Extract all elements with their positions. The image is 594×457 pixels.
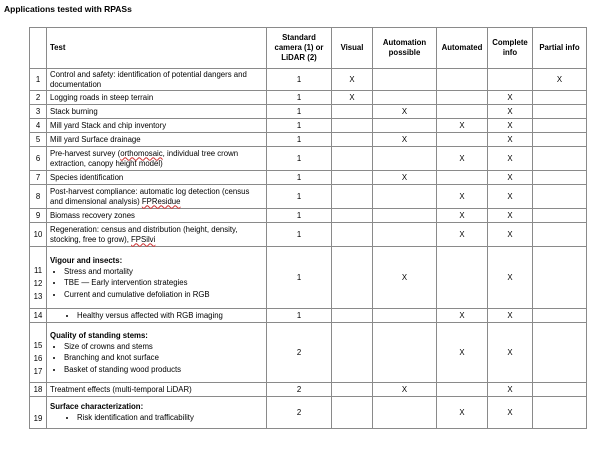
- row-number: 12: [33, 278, 43, 288]
- test-cell: [47, 133, 267, 147]
- header-visual: Visual: [332, 28, 373, 69]
- test-group-heading: Quality of standing stems:: [50, 330, 148, 340]
- automated-cell: X: [437, 397, 488, 429]
- header-partial-info: Partial info: [533, 28, 587, 69]
- visual-cell: [332, 223, 373, 247]
- test-cell: [47, 223, 267, 247]
- test-bullet-item: • Current and cumulative defoliation in RGB: [64, 289, 263, 301]
- table-row: [30, 105, 587, 119]
- standard-cell: 1: [267, 147, 332, 171]
- test-bullet-item: • Size of crowns and stems: [64, 341, 263, 353]
- row-number: 16: [33, 353, 43, 363]
- automated-cell: X: [437, 119, 488, 133]
- row-number-cell: [30, 147, 47, 171]
- test-bullet-item: • Risk identification and trafficability: [77, 412, 263, 424]
- test-cell: [47, 185, 267, 209]
- row-number-cell: [30, 171, 47, 185]
- test-label: Post-harvest compliance: automatic log detection (census and dimensional analysis): [50, 186, 250, 206]
- visual-cell: [332, 247, 373, 309]
- test-cell: [47, 91, 267, 105]
- test-label: Pre-harvest survey (: [50, 148, 121, 158]
- partial-info-cell: [533, 309, 587, 323]
- automation-possible-cell: [373, 223, 437, 247]
- automated-cell: X: [437, 223, 488, 247]
- visual-cell: X: [332, 69, 373, 91]
- table-row: [30, 119, 587, 133]
- visual-cell: [332, 309, 373, 323]
- table-row: [30, 171, 587, 185]
- row-number: 11: [33, 265, 43, 275]
- complete-info-cell: X: [488, 185, 533, 209]
- standard-cell: 1: [267, 171, 332, 185]
- row-number-cell: [30, 133, 47, 147]
- test-label-flagged: FPResidue: [141, 196, 181, 206]
- test-group-heading: Surface characterization:: [50, 402, 144, 412]
- row-number-cell: [30, 69, 47, 91]
- test-label: Regeneration: census and distribution (height, density, stocking, free to grow),: [50, 224, 238, 244]
- automated-cell: [437, 91, 488, 105]
- test-cell: [47, 119, 267, 133]
- test-label: , individual tree crown extraction, canopy height model): [50, 148, 239, 168]
- standard-cell: 1: [267, 105, 332, 119]
- partial-info-cell: [533, 185, 587, 209]
- partial-info-cell: [533, 147, 587, 171]
- test-bullet-item: • Stress and mortality: [64, 266, 263, 278]
- row-number: 13: [33, 291, 43, 301]
- complete-info-cell: X: [488, 171, 533, 185]
- complete-info-cell: X: [488, 147, 533, 171]
- table-row: [30, 309, 587, 323]
- automated-cell: X: [437, 209, 488, 223]
- automated-cell: [437, 133, 488, 147]
- table-row: [30, 223, 587, 247]
- complete-info-cell: X: [488, 383, 533, 397]
- row-number: 3: [35, 107, 41, 116]
- partial-info-cell: [533, 133, 587, 147]
- test-bullet-item: • TBE — Early intervention strategies: [64, 277, 263, 289]
- automated-cell: X: [437, 147, 488, 171]
- row-number: 5: [35, 135, 41, 144]
- row-number: 8: [35, 192, 41, 201]
- header-automation-possible: Automation possible: [373, 28, 437, 69]
- test-cell: [47, 69, 267, 91]
- partial-info-cell: [533, 397, 587, 429]
- test-label-flagged: FPSilvi: [131, 234, 156, 244]
- standard-cell: 2: [267, 397, 332, 429]
- standard-cell: 1: [267, 185, 332, 209]
- automated-cell: X: [437, 309, 488, 323]
- visual-cell: X: [332, 91, 373, 105]
- automated-cell: [437, 383, 488, 397]
- automated-cell: [437, 247, 488, 309]
- visual-cell: [332, 209, 373, 223]
- partial-info-cell: X: [533, 69, 587, 91]
- standard-cell: 2: [267, 383, 332, 397]
- partial-info-cell: [533, 171, 587, 185]
- automation-possible-cell: [373, 119, 437, 133]
- automation-possible-cell: [373, 209, 437, 223]
- test-label: Treatment effects (multi-temporal LiDAR): [50, 384, 192, 394]
- test-bullet-list: [50, 412, 263, 424]
- test-cell: [47, 397, 267, 429]
- partial-info-cell: [533, 247, 587, 309]
- complete-info-cell: [488, 69, 533, 91]
- automation-possible-cell: X: [373, 247, 437, 309]
- table-row: [30, 397, 587, 429]
- automation-possible-cell: X: [373, 383, 437, 397]
- header-test: Test: [47, 28, 267, 69]
- header-row: [30, 28, 587, 69]
- test-label: Species identification: [50, 172, 124, 182]
- row-number: 19: [33, 413, 43, 423]
- visual-cell: [332, 185, 373, 209]
- automation-possible-cell: [373, 185, 437, 209]
- partial-info-cell: [533, 323, 587, 383]
- visual-cell: [332, 105, 373, 119]
- row-number: 14: [33, 311, 43, 320]
- standard-cell: 1: [267, 247, 332, 309]
- test-bullet-list: [50, 310, 263, 322]
- test-label: Control and safety: identification of potential dangers and documentation: [50, 69, 247, 89]
- partial-info-cell: [533, 223, 587, 247]
- automation-possible-cell: [373, 91, 437, 105]
- visual-cell: [332, 147, 373, 171]
- visual-cell: [332, 383, 373, 397]
- complete-info-cell: X: [488, 223, 533, 247]
- row-number: 4: [35, 121, 41, 130]
- complete-info-cell: X: [488, 133, 533, 147]
- table-row: [30, 69, 587, 91]
- row-number-cell: [30, 223, 47, 247]
- test-cell: [47, 105, 267, 119]
- header-num: [30, 28, 47, 69]
- partial-info-cell: [533, 91, 587, 105]
- table-row: [30, 383, 587, 397]
- automation-possible-cell: [373, 147, 437, 171]
- table-row: [30, 209, 587, 223]
- automation-possible-cell: X: [373, 105, 437, 119]
- complete-info-cell: X: [488, 397, 533, 429]
- table-row: [30, 247, 587, 309]
- complete-info-cell: X: [488, 119, 533, 133]
- standard-cell: 1: [267, 69, 332, 91]
- complete-info-cell: X: [488, 309, 533, 323]
- standard-cell: 1: [267, 223, 332, 247]
- row-number: 6: [35, 154, 41, 163]
- test-cell: [47, 147, 267, 171]
- test-cell: [47, 309, 267, 323]
- automated-cell: X: [437, 185, 488, 209]
- test-bullet-item: • Healthy versus affected with RGB imaging: [77, 310, 263, 322]
- automated-cell: [437, 69, 488, 91]
- visual-cell: [332, 171, 373, 185]
- row-number-cell: [30, 105, 47, 119]
- partial-info-cell: [533, 105, 587, 119]
- table-row: [30, 133, 587, 147]
- row-number-cell: [30, 119, 47, 133]
- visual-cell: [332, 119, 373, 133]
- automation-possible-cell: [373, 309, 437, 323]
- table-body: [30, 69, 587, 429]
- test-bullet-list: [50, 266, 263, 301]
- test-label: Mill yard Stack and chip inventory: [50, 120, 167, 130]
- complete-info-cell: X: [488, 209, 533, 223]
- test-group-heading: Vigour and insects:: [50, 255, 123, 265]
- partial-info-cell: [533, 119, 587, 133]
- complete-info-cell: X: [488, 247, 533, 309]
- row-number-cell: [30, 247, 47, 309]
- automation-possible-cell: [373, 397, 437, 429]
- automation-possible-cell: X: [373, 133, 437, 147]
- visual-cell: [332, 397, 373, 429]
- automated-cell: [437, 171, 488, 185]
- row-number-cell: [30, 209, 47, 223]
- row-number: 15: [33, 340, 43, 350]
- standard-cell: 1: [267, 209, 332, 223]
- test-label: Logging roads in steep terrain: [50, 92, 154, 102]
- standard-cell: 1: [267, 133, 332, 147]
- row-number: 7: [35, 173, 41, 182]
- standard-cell: 1: [267, 119, 332, 133]
- test-cell: [47, 209, 267, 223]
- applications-table: [29, 27, 587, 429]
- header-automated: Automated: [437, 28, 488, 69]
- partial-info-cell: [533, 383, 587, 397]
- row-number: 2: [35, 93, 41, 102]
- visual-cell: [332, 323, 373, 383]
- row-number-cell: [30, 323, 47, 383]
- test-bullet-item: • Basket of standing wood products: [64, 364, 263, 376]
- header-complete-info: Complete info: [488, 28, 533, 69]
- row-number-cell: [30, 309, 47, 323]
- visual-cell: [332, 133, 373, 147]
- test-cell: [47, 323, 267, 383]
- partial-info-cell: [533, 209, 587, 223]
- row-number-cell: [30, 91, 47, 105]
- header-standard: Standard camera (1) or LiDAR (2): [267, 28, 332, 69]
- row-number-cell: [30, 383, 47, 397]
- page-title: Applications tested with RPASs: [4, 4, 132, 14]
- test-cell: [47, 171, 267, 185]
- test-label-flagged: orthomosaic: [120, 148, 163, 158]
- row-number: 17: [33, 366, 43, 376]
- standard-cell: 2: [267, 323, 332, 383]
- automation-possible-cell: X: [373, 171, 437, 185]
- test-bullet-list: [50, 341, 263, 376]
- row-number-cell: [30, 185, 47, 209]
- standard-cell: 1: [267, 91, 332, 105]
- complete-info-cell: X: [488, 105, 533, 119]
- table-row: [30, 323, 587, 383]
- test-cell: [47, 247, 267, 309]
- automated-cell: [437, 105, 488, 119]
- row-number: 10: [33, 230, 43, 239]
- test-label: Mill yard Surface drainage: [50, 134, 141, 144]
- automation-possible-cell: [373, 323, 437, 383]
- test-label: Biomass recovery zones: [50, 210, 135, 220]
- complete-info-cell: X: [488, 323, 533, 383]
- table-row: [30, 185, 587, 209]
- row-number-cell: [30, 397, 47, 429]
- table-row: [30, 91, 587, 105]
- row-number: 1: [35, 75, 41, 84]
- test-label: Stack burning: [50, 106, 98, 116]
- row-number: 9: [35, 211, 41, 220]
- complete-info-cell: X: [488, 91, 533, 105]
- automated-cell: X: [437, 323, 488, 383]
- standard-cell: 1: [267, 309, 332, 323]
- row-number: 18: [33, 385, 43, 394]
- test-cell: [47, 383, 267, 397]
- automation-possible-cell: [373, 69, 437, 91]
- test-bullet-item: • Branching and knot surface: [64, 352, 263, 364]
- table-row: [30, 147, 587, 171]
